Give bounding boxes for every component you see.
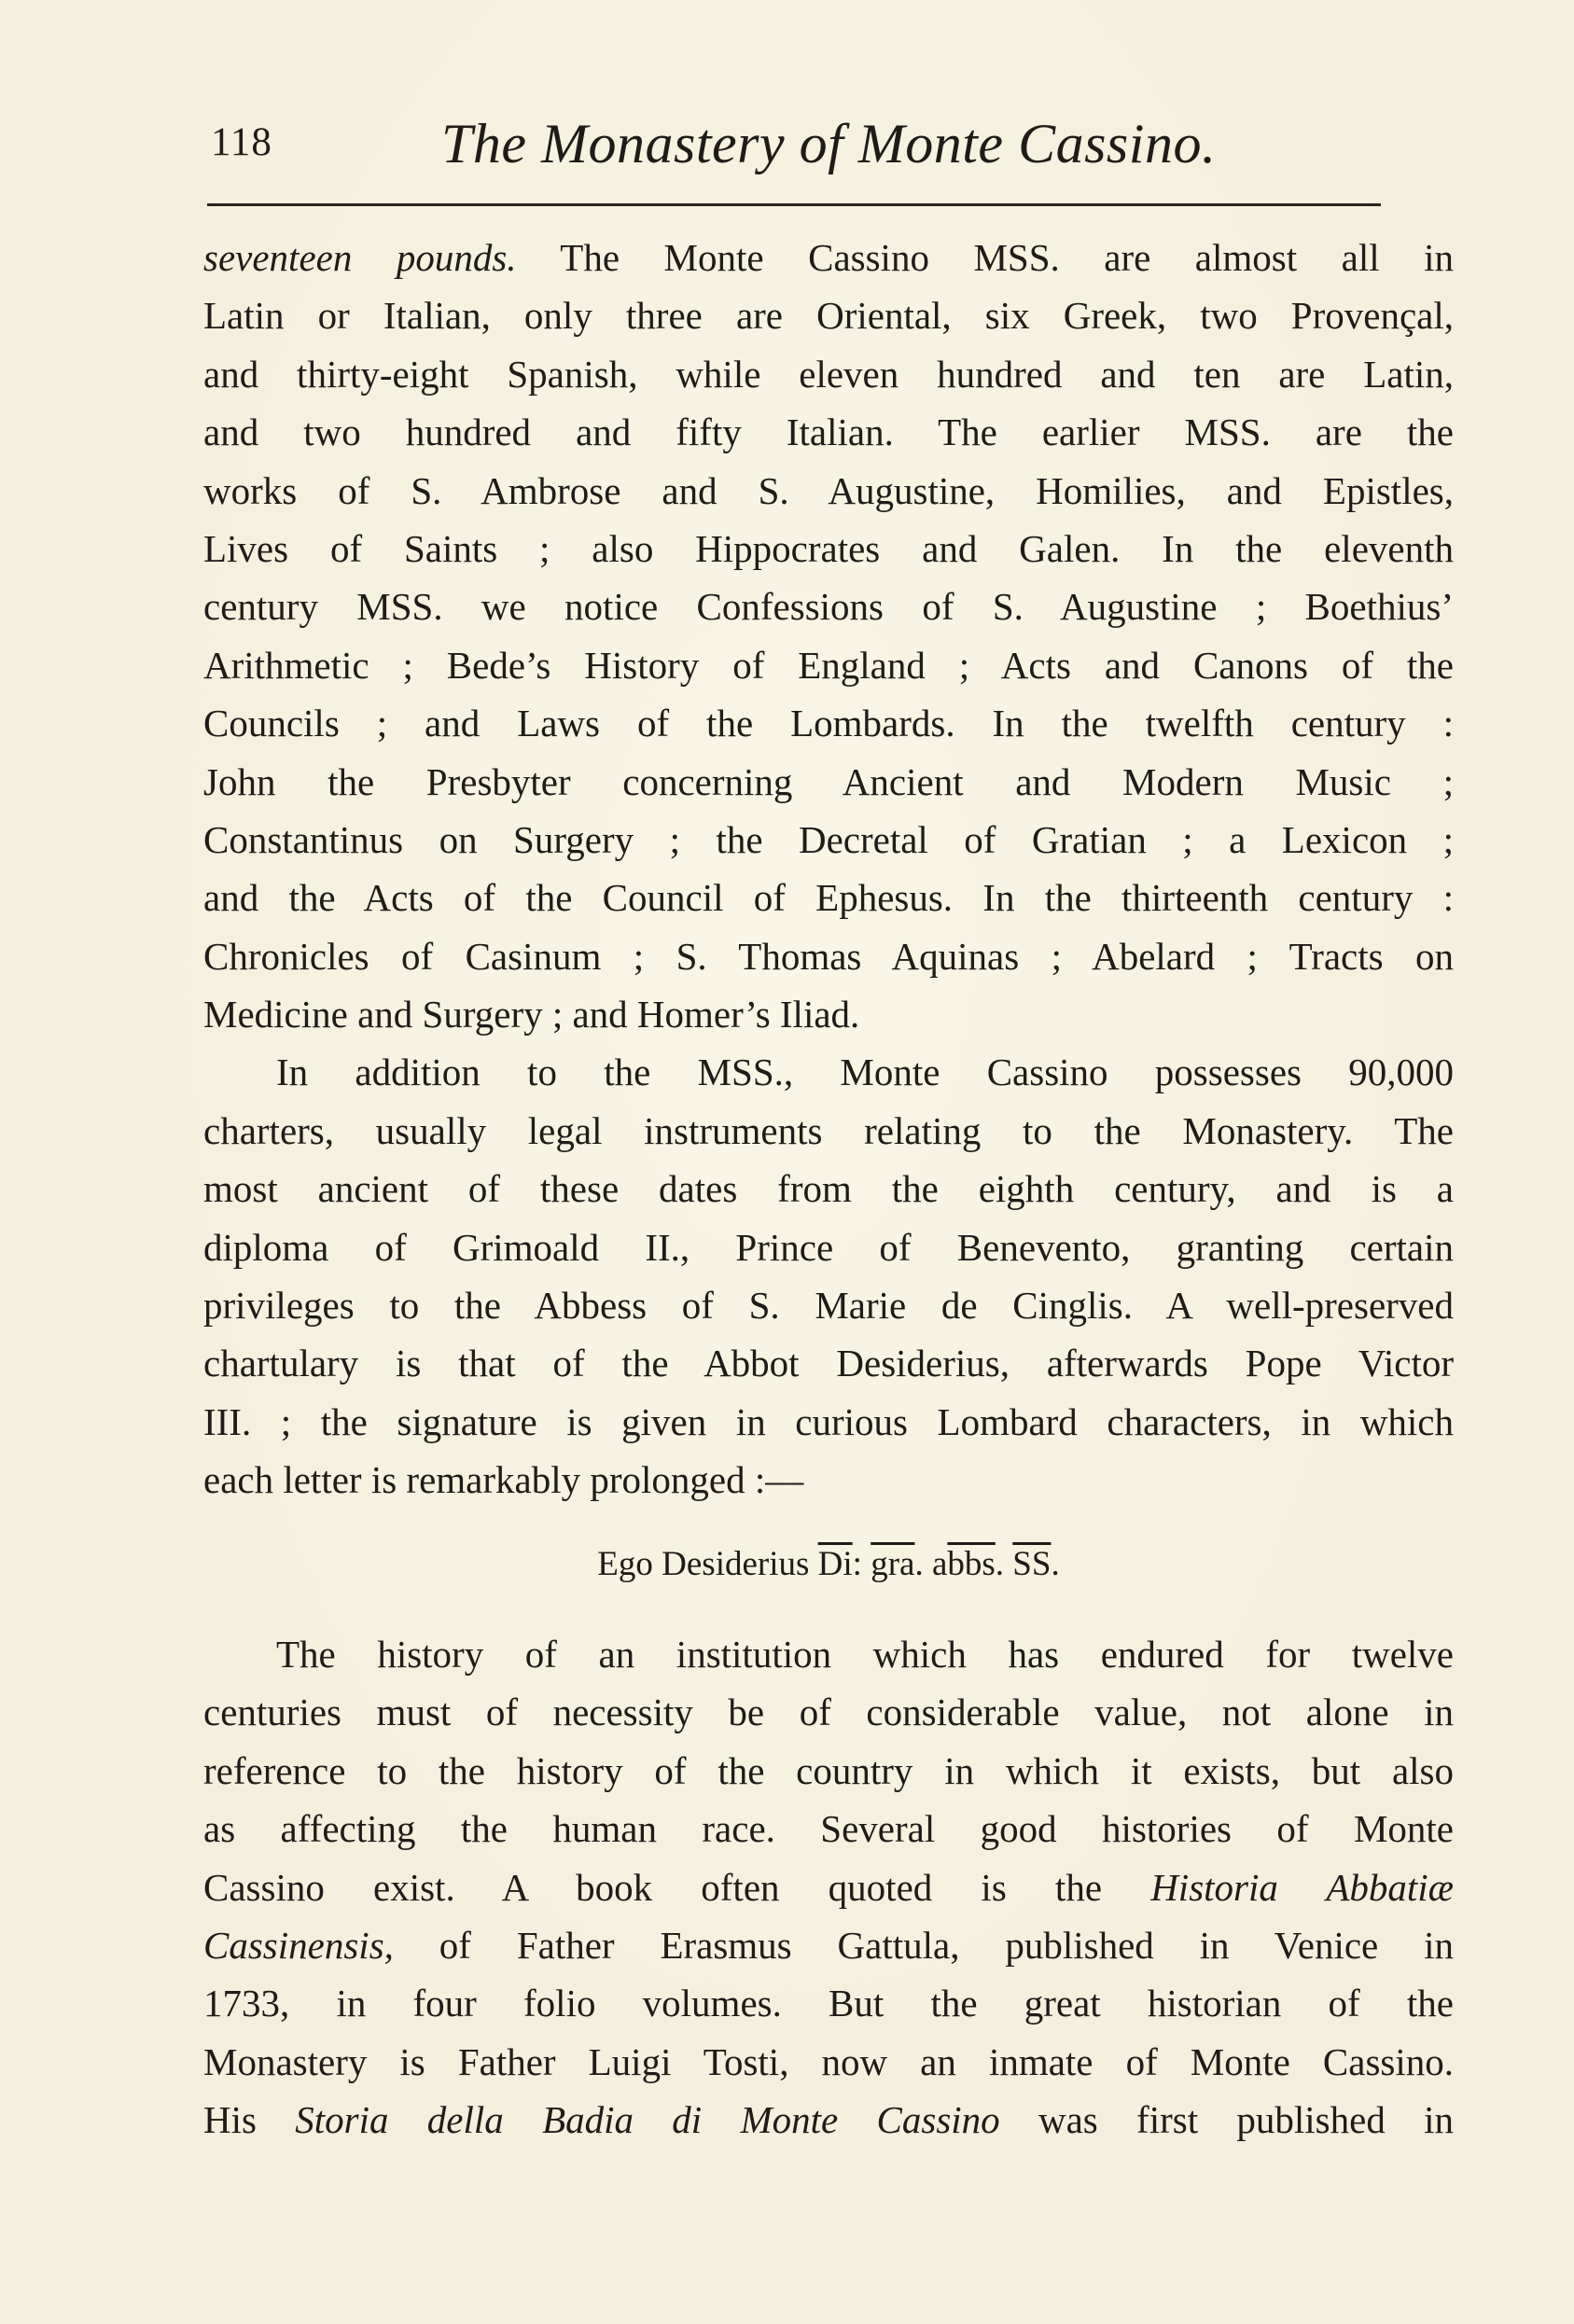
- text-line: as affecting the human race. Several good histories of Monte: [203, 1807, 1454, 1851]
- text-line: works of S. Ambrose and S. Augustine, Homilies, and Epistles,: [203, 468, 1454, 512]
- text-line: diploma of Grimoald II., Prince of Benevento, granting certain: [203, 1225, 1454, 1269]
- paragraph-2: [203, 1043, 1454, 1509]
- signature-text: .: [1051, 1544, 1060, 1583]
- text-line: most ancient of these dates from the eighth century, and is a: [203, 1167, 1454, 1211]
- text-line: and the Acts of the Council of Ephesus. In the thirteenth century :: [203, 876, 1454, 920]
- text-line: century MSS. we notice Confessions of S. Augustine ; Boethius’: [203, 585, 1454, 629]
- text-line: [203, 1916, 1454, 1974]
- signature-text: . a: [914, 1544, 948, 1583]
- abbreviation: $\overline{bbs}$: [947, 1544, 996, 1583]
- text-line: [203, 1858, 1454, 1916]
- line-text: of Father Erasmus Gattula, published in Venice in: [393, 1923, 1454, 1967]
- paragraph-3: [203, 1625, 1454, 2150]
- text-line: reference to the history of the country in which it exists, but also: [203, 1748, 1454, 1792]
- line-text: His: [203, 2098, 296, 2142]
- text-line: Medicine and Surgery ; and Homer’s Iliad.: [203, 993, 860, 1037]
- text-line: and two hundred and fifty Italian. The earlier MSS. are the: [203, 411, 1454, 454]
- signature-text: .: [995, 1544, 1013, 1583]
- text-line: John the Presbyter concerning Ancient and Modern Music ;: [203, 759, 1454, 803]
- signature-text: :: [852, 1544, 871, 1583]
- text-line: Latin or Italian, only three are Oriental, six Greek, two Provençal,: [203, 294, 1454, 338]
- text-line: 1733, in four folio volumes. But the great historian of the: [203, 1982, 1454, 2025]
- italic-title: Cassinensis,: [203, 1923, 394, 1967]
- text-line: privileges to the Abbess of S. Marie de Cinglis. A well-preserved: [203, 1284, 1454, 1328]
- text-line: Arithmetic ; Bede’s History of England ; Acts and Canons of the: [203, 643, 1454, 687]
- text-line: The history of an institution which has endured for twelve: [276, 1632, 1454, 1676]
- spacer: [203, 1593, 1454, 1625]
- text-line: Lives of Saints ; also Hippocrates and Galen. In the eleventh: [203, 526, 1454, 570]
- spacer: [203, 1510, 1454, 1536]
- line-text: The Monte Cassino MSS. are almost all in: [516, 236, 1454, 279]
- text-line: Constantinus on Surgery ; the Decretal of Gratian ; a Lexicon ;: [203, 817, 1454, 861]
- signature-text: Ego Desiderius: [597, 1544, 818, 1583]
- text-line: and thirty-eight Spanish, while eleven hundred and ten are Latin,: [203, 352, 1454, 396]
- italic-title: Historia Abbatiæ: [1150, 1865, 1454, 1909]
- text-line: Monastery is Father Luigi Tosti, now an inmate of Monte Cassino.: [203, 2039, 1454, 2083]
- page-number: 118: [211, 120, 272, 164]
- text-line: In addition to the MSS., Monte Cassino possesses 90,000: [276, 1051, 1454, 1094]
- abbreviation: $\overline{SS}$: [1012, 1544, 1052, 1583]
- text-line: Councils ; and Laws of the Lombards. In the twelfth century :: [203, 702, 1454, 745]
- abbreviation: $\overline{Di}$: [817, 1544, 853, 1583]
- paragraph-1: [203, 229, 1454, 1043]
- italic-phrase: seventeen pounds.: [203, 236, 517, 279]
- text-line: each letter is remarkably prolonged :—: [203, 1458, 804, 1502]
- text-line: charters, usually legal instruments relating to the Monastery. The: [203, 1108, 1454, 1152]
- body-text: [203, 229, 1454, 2150]
- text-line: Chronicles of Casinum ; S. Thomas Aquinas ; Abelard ; Tracts on: [203, 934, 1454, 978]
- text-line: chartulary is that of the Abbot Desiderius, afterwards Pope Victor: [203, 1342, 1454, 1385]
- text-line: III. ; the signature is given in curious Lombard characters, in which: [203, 1399, 1454, 1443]
- header-rule: [207, 203, 1381, 206]
- line-text: was first published in: [999, 2098, 1455, 2142]
- text-line: centuries must of necessity be of considerable value, not alone in: [203, 1691, 1454, 1734]
- line-text: Cassino exist. A book often quoted is the: [203, 1865, 1151, 1909]
- text-line: [203, 229, 1454, 286]
- running-title: The Monastery of Monte Cassino.: [441, 113, 1217, 174]
- page-header: [203, 112, 1381, 177]
- signature-line: [203, 1536, 1454, 1593]
- text-line: [203, 2091, 1454, 2149]
- abbreviation: $\overline{gra}$: [871, 1544, 915, 1583]
- italic-title: Storia della Badia di Monte Cassino: [295, 2098, 1000, 2142]
